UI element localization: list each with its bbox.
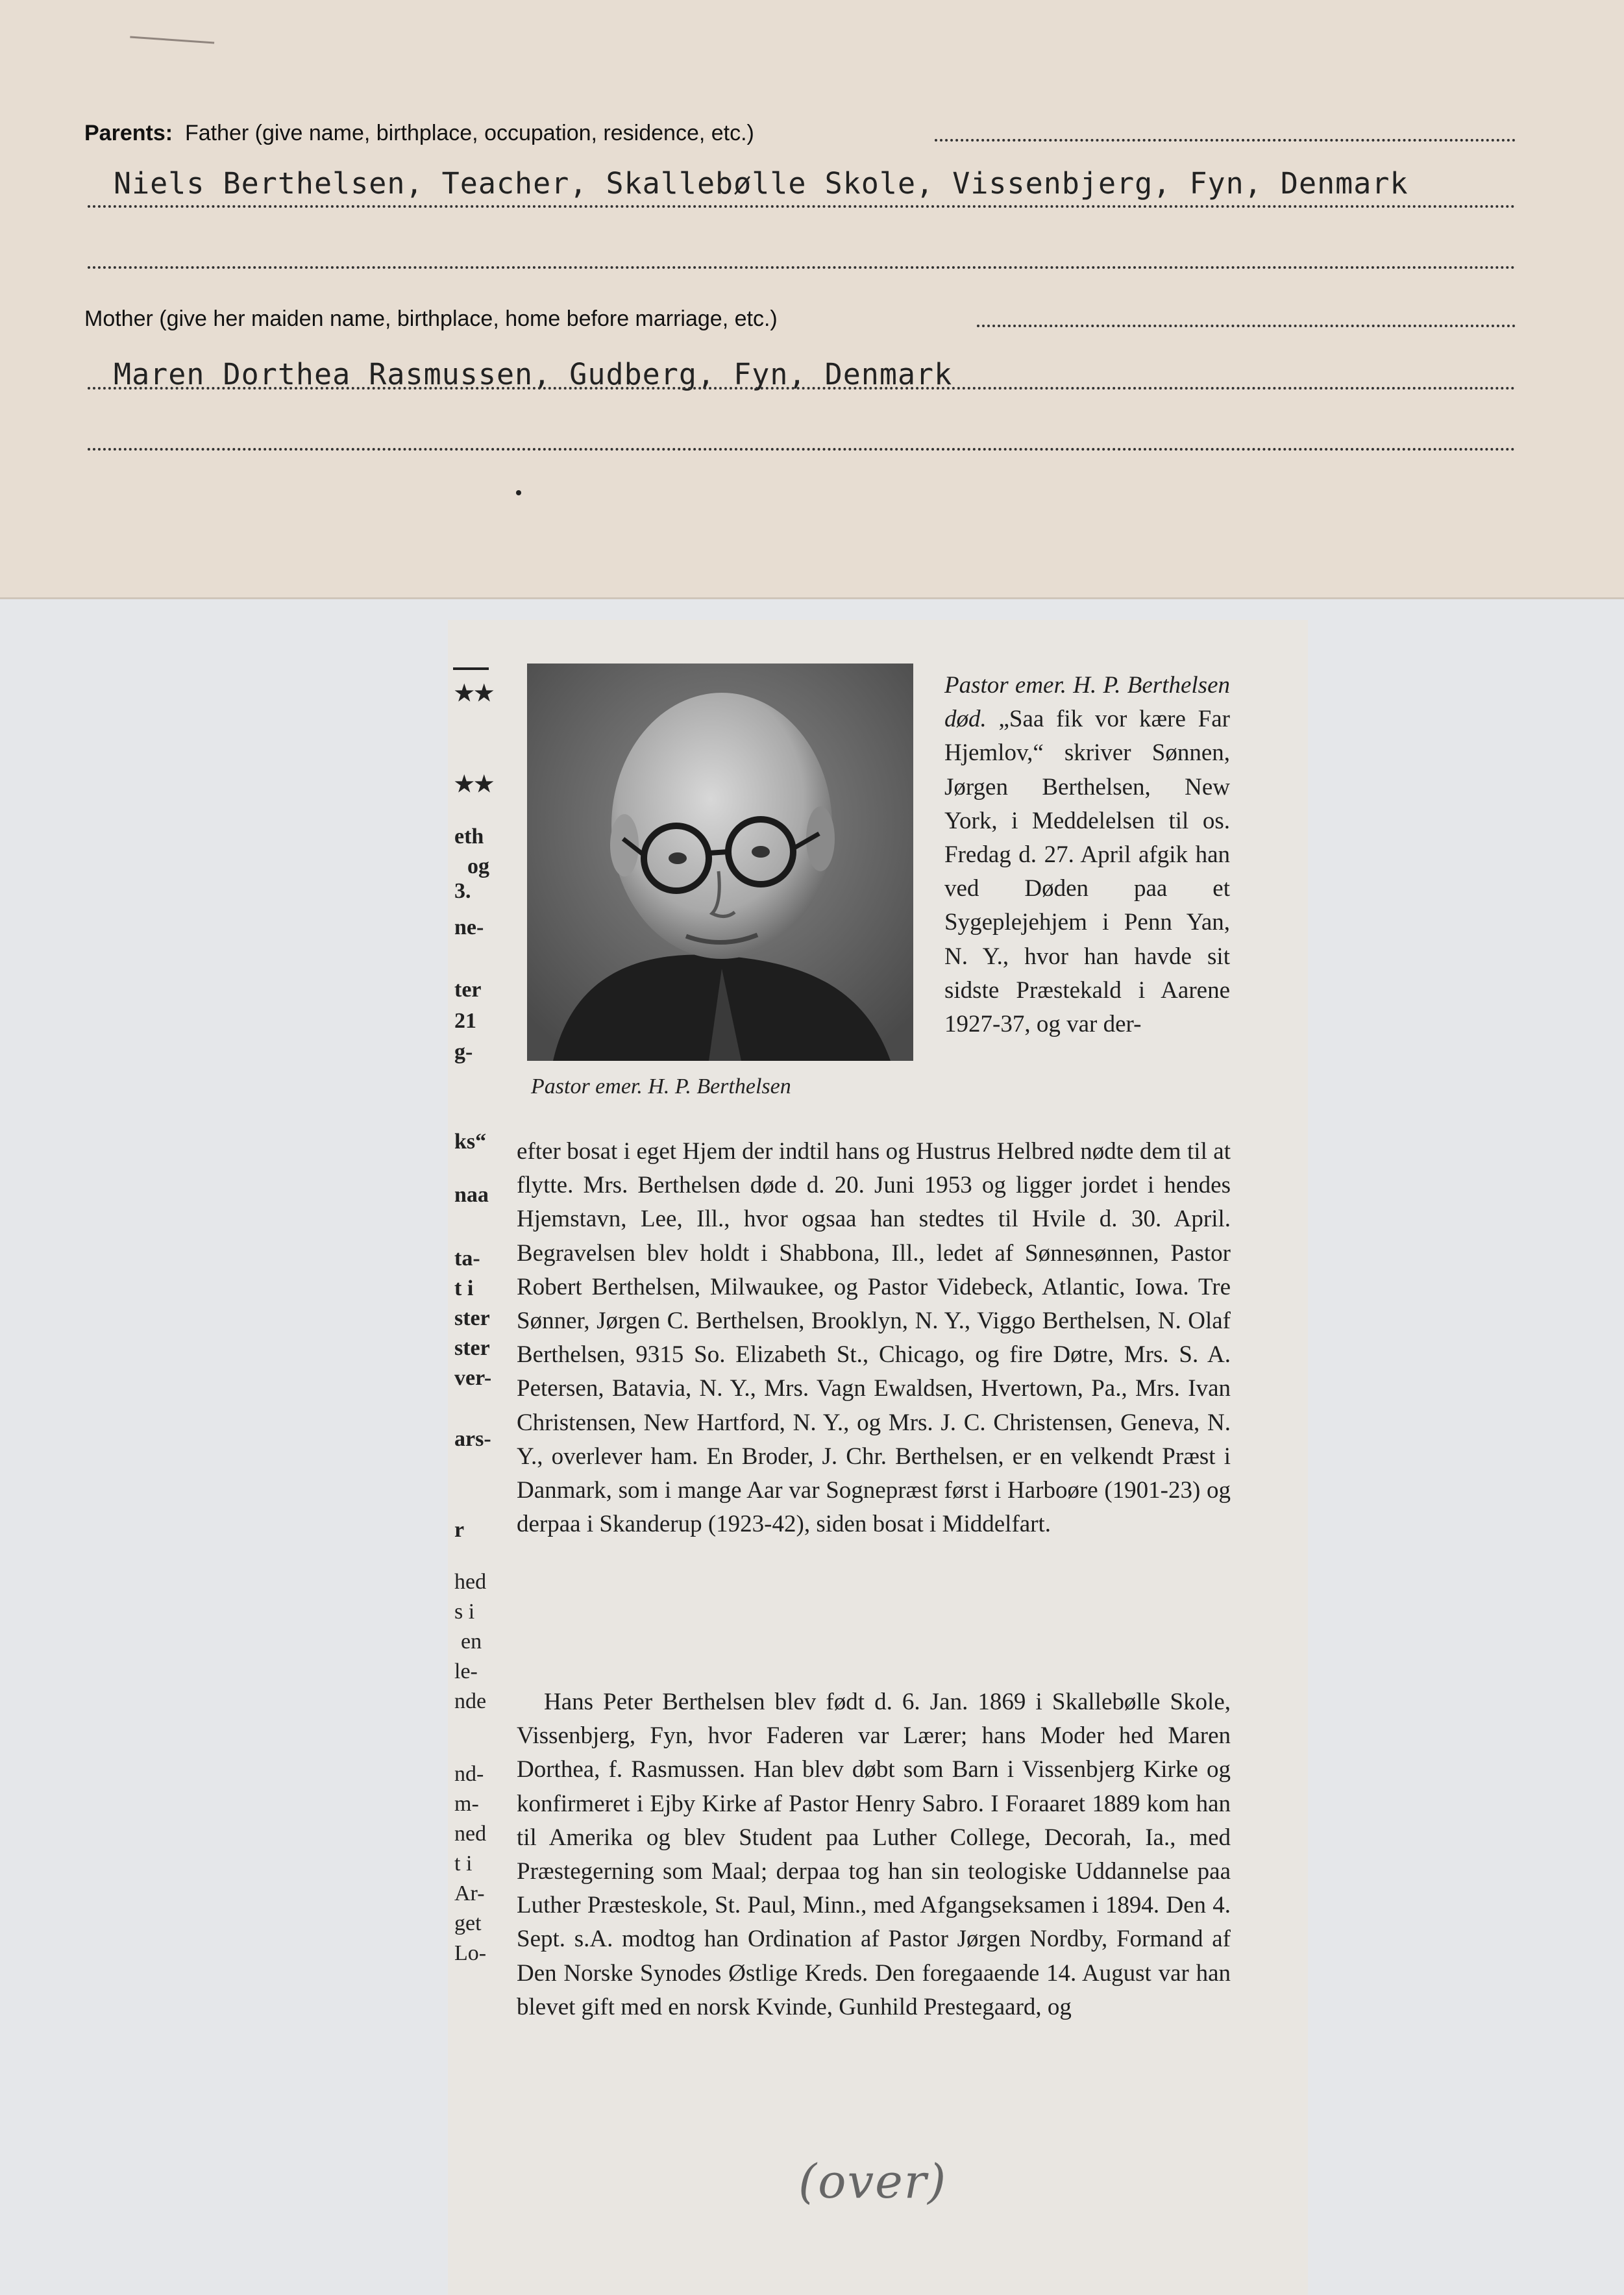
- parents-label: Parents:: [84, 121, 173, 145]
- mother-value: Maren Dorthea Rasmussen, Gudberg, Fyn, Denmark: [114, 357, 953, 391]
- dotted-line: [977, 325, 1516, 327]
- fragment: ta-: [454, 1247, 480, 1271]
- dotted-line: [935, 139, 1516, 142]
- fragment: le-: [454, 1659, 478, 1683]
- fragment: nd-: [454, 1762, 484, 1786]
- fragment: get: [454, 1911, 482, 1935]
- fragment: ver-: [454, 1366, 492, 1390]
- father-value: Niels Berthelsen, Teacher, Skallebølle Skole, Vissenbjerg, Fyn, Denmark: [114, 166, 1409, 201]
- photo-caption: Pastor emer. H. P. Berthelsen: [531, 1074, 791, 1098]
- fragment: ars-: [454, 1427, 491, 1451]
- fragment: nde: [454, 1689, 487, 1713]
- handwritten-note: (over): [798, 2154, 948, 2209]
- obituary-paragraph: efter bosat i eget Hjem der indtil hans og Hustrus Helbred nødte dem til at flytte. Mrs. Berthelsen døde d. 20. Juni 1953 og ligger jordet i hendes Hjemstavn, Lee, Ill., hvor ogsaa han stedtes til Hvile d. 30. April. Begravelsen blev holdt i Shabbona, Ill., ledet af Sønnesønnen, Pastor Robert Berthelsen, Milwaukee, og Pastor Videbeck, Atlantic, Iowa. Tre Sønner, Jørgen C. Berthelsen, Brooklyn, N. Y., Viggo Berthelsen, N. Olaf Berthelsen, 9315 So. Elizabeth St., Chicago, og fire Døtre, Mrs. S. A. Petersen, Batavia, N. Y., Mrs. Vagn Ewaldsen, Hvertown, Pa., Mrs. Ivan Christensen, New Hartford, N. Y., og Mrs. J. C. Christensen, Geneva, N. Y., overlever ham. En Broder, J. Chr. Berthelsen, er en velkendt Præst i Danmark, som i mange Aar var Sognepræst først i Harboøre (1901-23) og derpaa i Skanderup (1923-42), siden bosat i Middelfart.: [517, 1138, 1231, 1538]
- dotted-line: [88, 387, 1516, 390]
- form-card: [0, 0, 1624, 599]
- fragment: m-: [454, 1792, 479, 1816]
- fragment: og: [467, 854, 489, 878]
- obituary-intro: [944, 669, 1230, 1041]
- fragment: g-: [454, 1040, 473, 1064]
- fragment: Ar-: [454, 1881, 485, 1905]
- fragment: ster: [454, 1336, 490, 1360]
- ink-dot: [516, 490, 521, 495]
- fragment: ne-: [454, 915, 484, 939]
- portrait-image: [527, 664, 913, 1061]
- fragment: Lo-: [454, 1941, 487, 1965]
- biography-paragraph: Hans Peter Berthelsen blev født d. 6. Jan. 1869 i Skallebølle Skole, Vissenbjerg, Fyn, hvor Faderen var Lærer; hans Moder hed Maren Dorthea, f. Rasmussen. Han blev døbt som Barn i Vissenbjerg Kirke og konfirmeret i Ejby Kirke af Pastor Henry Sabro. I Foraaret 1889 kom han til Amerika og blev Student paa Luther College, Decorah, Ia., med Præstegerning som Maal; derpaa tog han sin teologiske Uddannelse paa Luther Præsteskole, St. Paul, Minn., med Afgangseksamen i 1894. Den 4. Sept. s.A. modtog han Ordination af Pastor Jørgen Nordby, Formand af Den Norske Synodes Østlige Kreds. Den foregaaende 14. August var han blevet gift med en norsk Kvinde, Gunhild Prestegaard, og: [517, 1689, 1231, 2020]
- fragment: t i: [454, 1852, 473, 1876]
- portrait-photo: [527, 664, 913, 1061]
- fragment: hed: [454, 1570, 487, 1594]
- fragment: eth: [454, 825, 484, 849]
- fragment: ★★: [454, 682, 494, 706]
- dotted-line: [88, 448, 1516, 451]
- fragment: en: [461, 1630, 482, 1654]
- father-prompt-line: [84, 121, 754, 146]
- father-prompt: Father (give name, birthplace, occupation, residence, etc.): [184, 121, 754, 145]
- fragment: ks“: [454, 1130, 487, 1154]
- column-rule: [453, 667, 489, 670]
- pen-mark: [130, 36, 214, 47]
- fragment: 21: [454, 1009, 476, 1033]
- fragment: ster: [454, 1306, 490, 1330]
- fragment: r: [454, 1518, 465, 1542]
- fragment: ter: [454, 978, 482, 1002]
- mother-prompt: Mother (give her maiden name, birthplace, home before marriage, etc.): [84, 306, 778, 331]
- dotted-line: [88, 266, 1516, 269]
- obituary-headline: Pastor emer. H. P. Berthelsen død.: [944, 672, 1230, 733]
- fragment: t i: [454, 1276, 474, 1300]
- fragment: ned: [454, 1822, 487, 1846]
- adjacent-column-fragments: [448, 662, 497, 1965]
- fragment: naa: [454, 1183, 489, 1207]
- fragment: ★★: [454, 773, 494, 797]
- fragment: s i: [454, 1600, 475, 1624]
- obituary-intro-text: „Saa fik vor kære Far Hjemlov,“ skriver Sønnen, Jørgen Berthelsen, New York, i Meddelelsen til os. Fredag d. 27. April afgik han ved Døden paa et Sygeplejehjem i Penn Yan, N. Y., hvor han havde sit sidste Præstekald i Aarene 1927-37, og var der-: [944, 706, 1230, 1038]
- fragment: 3.: [454, 879, 471, 903]
- dotted-line: [88, 205, 1516, 208]
